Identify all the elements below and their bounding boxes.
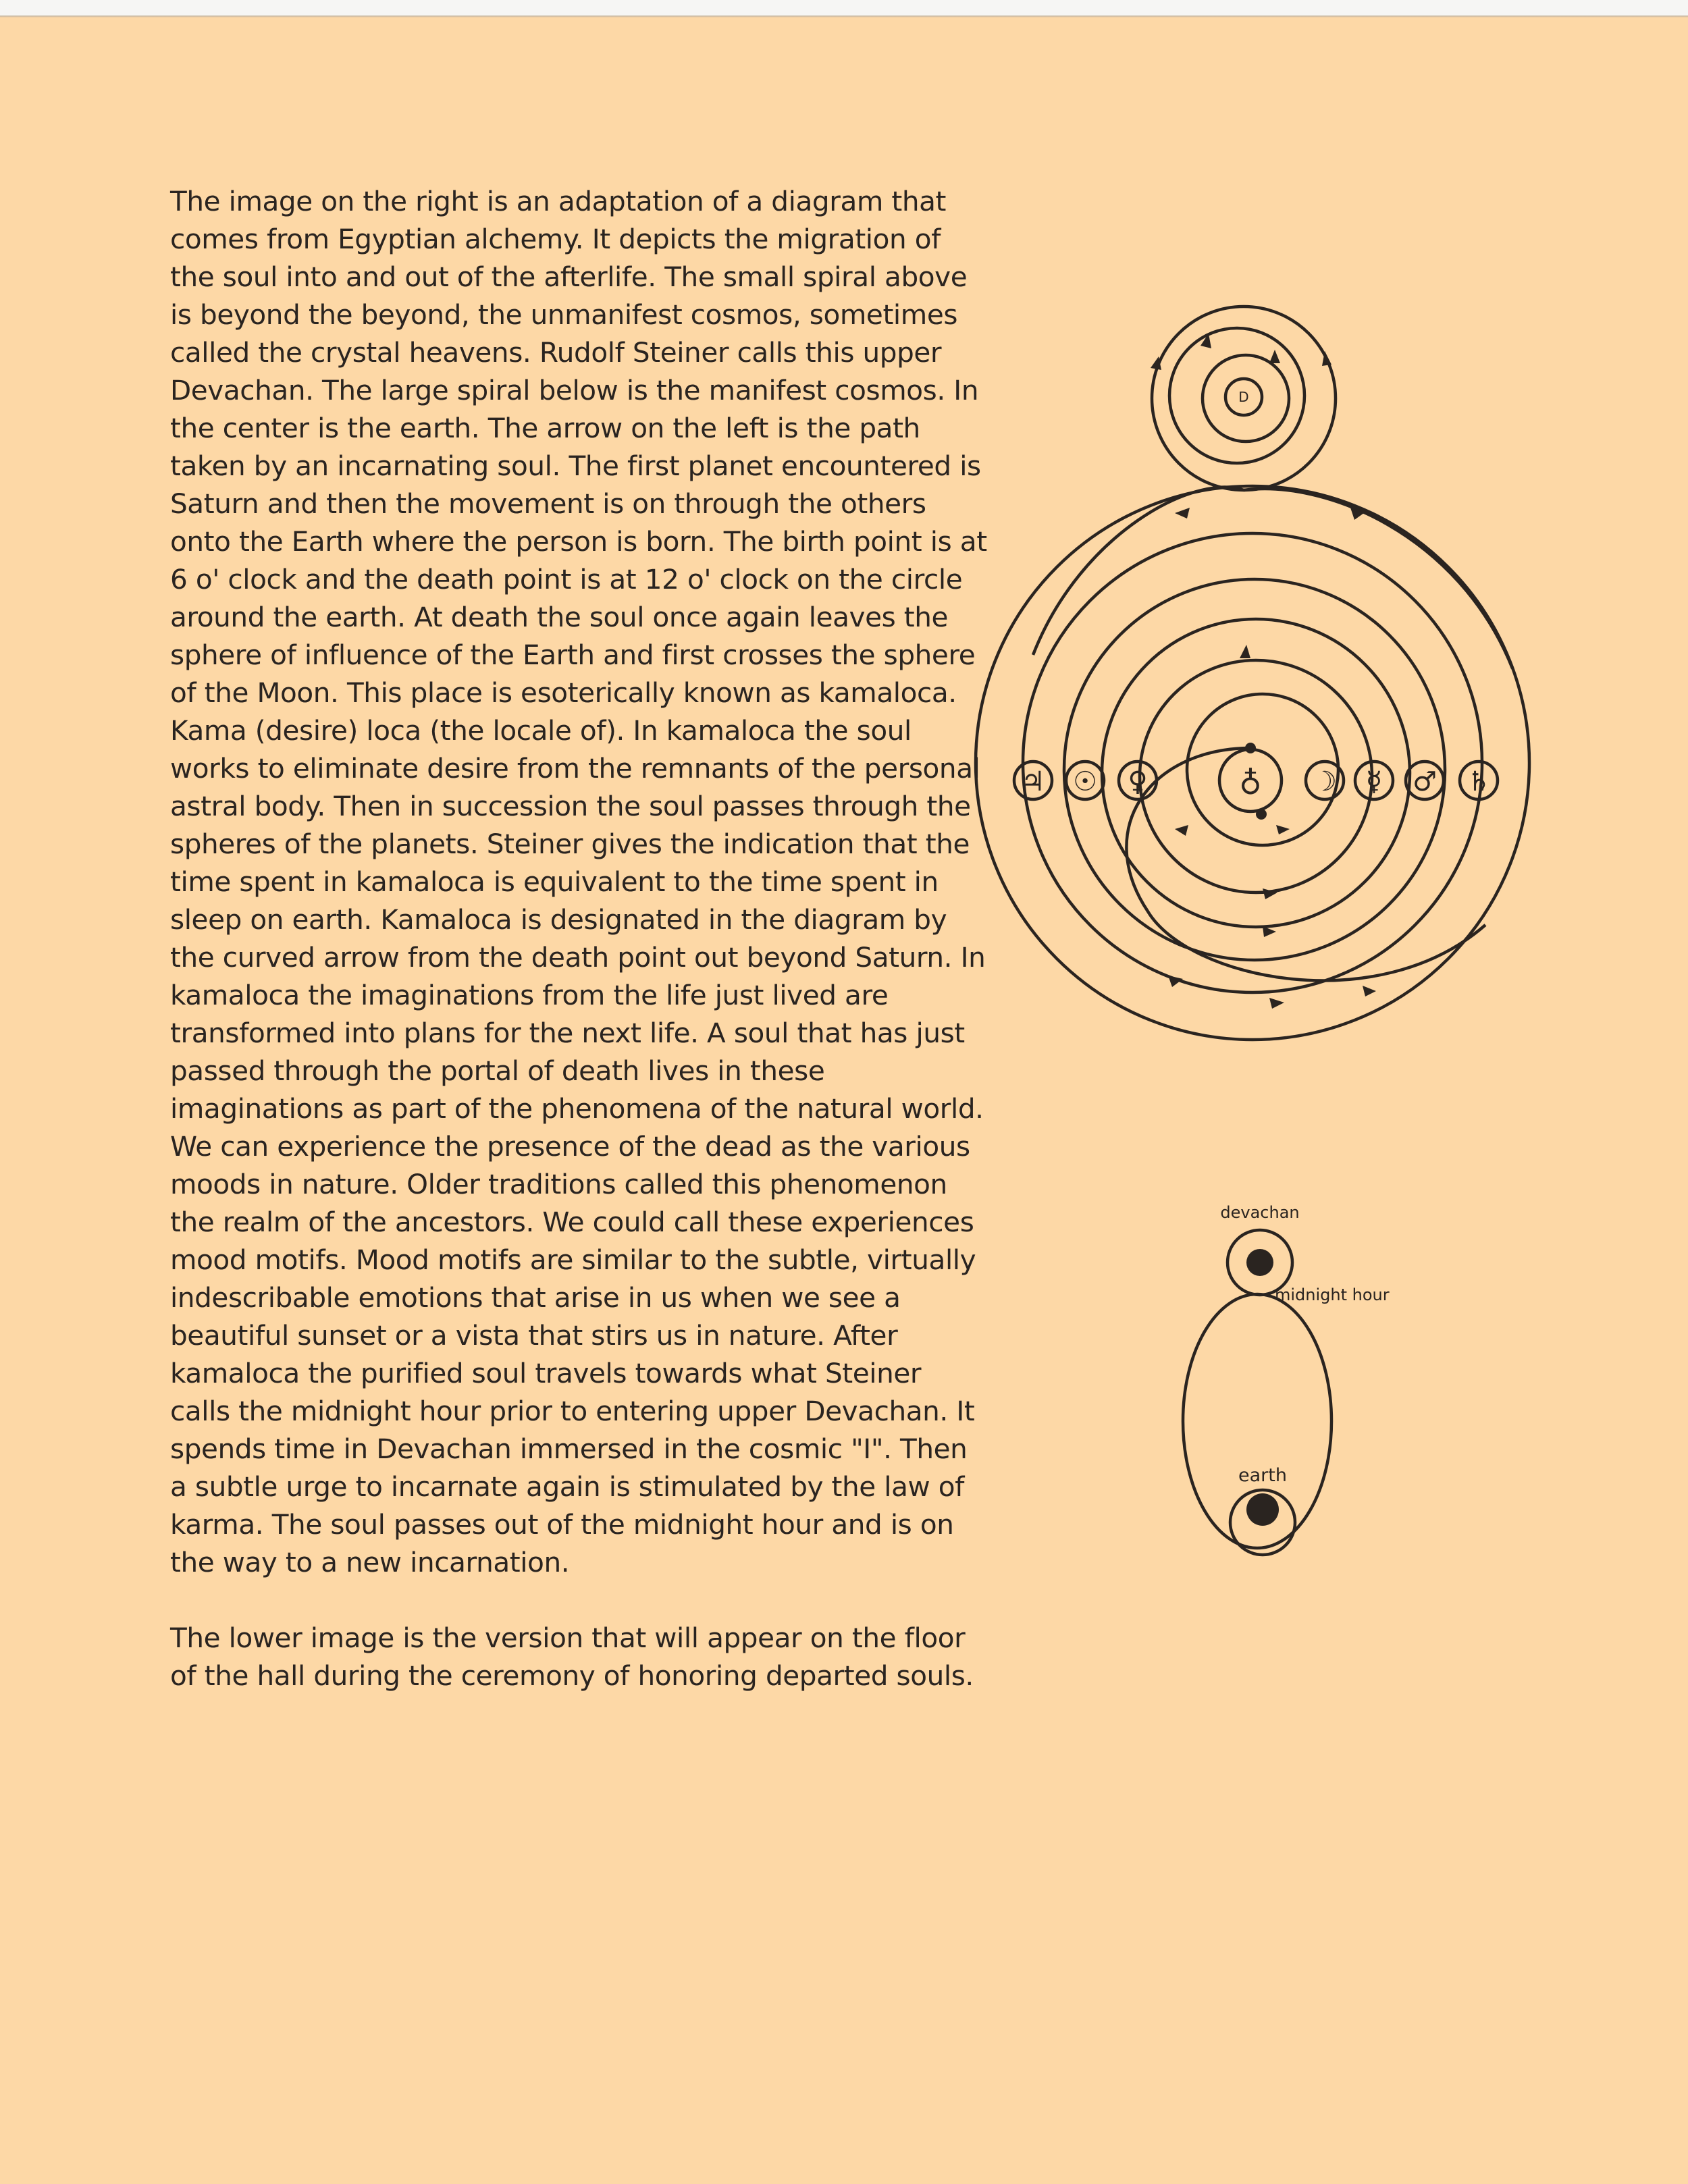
path-arrow — [1175, 825, 1188, 836]
scan-top-edge — [0, 0, 1688, 18]
upper-spiral-arrow — [1269, 350, 1280, 363]
path-arrow — [1276, 825, 1290, 834]
devachan-label: devachan — [1220, 1203, 1300, 1222]
upper-spiral — [1151, 307, 1336, 490]
venus-symbol: ♀ — [1128, 766, 1148, 797]
earth-label: earth — [1238, 1465, 1287, 1486]
mars-symbol: ♂ — [1413, 766, 1437, 797]
body-text — [170, 182, 987, 1695]
path-arrow — [1363, 986, 1376, 996]
moon-symbol: ☽ — [1313, 766, 1337, 797]
devachan-symbol: D — [1238, 389, 1249, 405]
path-arrow — [1263, 926, 1276, 937]
path-arrow — [1240, 645, 1250, 658]
birth-point — [1256, 809, 1267, 820]
lower-spiral — [976, 486, 1529, 1040]
lower-image-note: The lower image is the version that will appear on the floor of the hall during the ceremony of honoring departed souls. — [170, 1622, 974, 1692]
earth-symbol: ♁ — [1239, 765, 1262, 801]
devachan-dot — [1246, 1249, 1273, 1276]
path-arrow — [1269, 998, 1284, 1009]
earth-dot — [1246, 1493, 1279, 1526]
saturn-symbol: ♄ — [1467, 766, 1491, 797]
midnight-hour-label: midnight hour — [1275, 1285, 1390, 1304]
path-arrow — [1175, 508, 1190, 518]
death-point — [1245, 743, 1256, 753]
mercury-symbol: ☿ — [1365, 766, 1383, 797]
sun-symbol: ☉ — [1073, 766, 1097, 797]
ceremony-floor-diagram — [1148, 1195, 1431, 1566]
explanation-paragraph: The image on the right is an adaptation of a diagram that comes from Egyptian alchemy. It depicts the migration of the soul into and out of the afterlife. The small spiral above is beyond the beyond, the unmanifest cosmos, sometimes called the crystal heavens. Rudolf Steiner calls this upper Devachan. The large spiral below is the manifest cosmos. In the center is the earth. The arrow on the left is the path taken by an incarnating soul. The first planet encountered is Saturn and then the movement is on through the others onto the Earth where the person is born. The birth point is at 6 o' clock and the death point is at 12 o' clock on the circle around the earth. At death the soul once again leaves the sphere of influence of the Earth and first crosses the sphere of the Moon. This place is esoterically known as kamaloca. Kama (desire) loca (the locale of). In kamaloca the soul works to eliminate desire from the remnants of the personal astral body. Then in succession the soul passes through the spheres of the planets. Steiner gives the indication that the time spent in kamaloca is equivalent to the time spent in sleep on earth. Kamaloca is designated in the diagram by the curved arrow from the death point out beyond Saturn. In kamaloca the imaginations from the life just lived are transformed into plans for the next life. A soul that has just passed through the portal of death lives in these imaginations as part of the phenomena of the natural world. We can experience the presence of the dead as the various moods in nature. Older traditions called this phenomenon the realm of the ancestors. We could call these experiences mood motifs. Mood motifs are similar to the subtle, virtually indescribable emotions that arise in us when we see a beautiful sunset or a vista that stirs us in nature. After kamaloca the purified soul travels towards what Steiner calls the midnight hour prior to entering upper Devachan. It spends time in Devachan immersed in the cosmic "I". Then a subtle urge to incarnate again is stimulated by the law of karma. The soul passes out of the midnight hour and is on the way to a new incarnation. — [170, 185, 987, 1578]
soul-migration-diagram — [972, 317, 1546, 1053]
jupiter-symbol: ♃ — [1021, 766, 1045, 797]
